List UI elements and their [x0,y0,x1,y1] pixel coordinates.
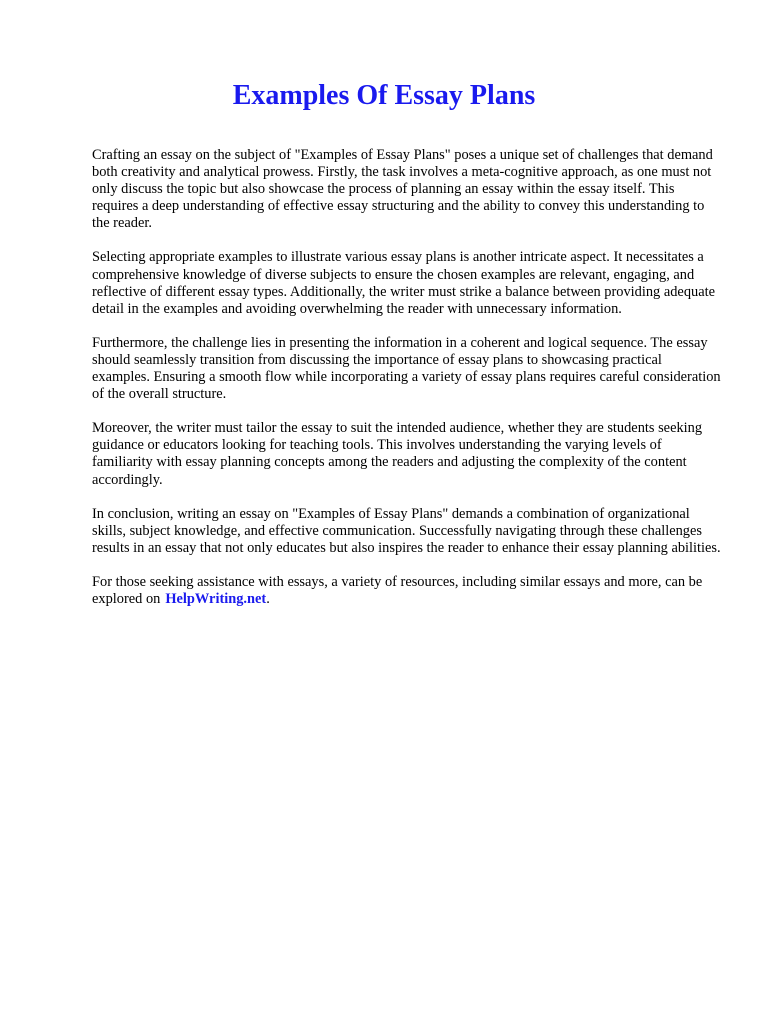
closing-suffix: . [266,590,270,607]
paragraph-2: Selecting appropriate examples to illustrate various essay plans is another intricate aspect. It necessitates a comprehensive knowledge of diverse subjects to ensure the chosen examples are relevant, engaging, and reflective of different essay types. Additionally, the writer must strike a balance between providing adequate detail in the examples and avoiding overwhelming the reader with unnecessary information. [92,249,715,317]
page-title: Examples Of Essay Plans [232,80,536,111]
paragraph-4: Moreover, the writer must tailor the essay to suit the intended audience, whether they are students seeking guidance or educators looking for teaching tools. This involves understanding the varying levels of familiarity with essay planning concepts among the readers and adjusting the complexity of the content accordingly. [92,420,703,488]
paragraph-3: Furthermore, the challenge lies in presenting the information in a coherent and logical sequence. The essay should seamlessly transition from discussing the importance of essay plans to showcasing practical examples. Ensuring a smooth flow while incorporating a variety of essay plans requires careful consideration of the overall structure. [92,334,721,403]
helpwriting-link[interactable]: HelpWriting.net [165,590,267,607]
document-body [92,147,722,625]
closing-text: For those seeking assistance with essays, a variety of resources, including similar essays and more, can be explored on [92,573,703,607]
paragraph-5: In conclusion, writing an essay on "Examples of Essay Plans" demands a combination of organizational skills, subject knowledge, and effective communication. Successfully navigating through these challenges results in an essay that not only educates but also inspires the reader to enhance their essay planning abilities. [92,505,721,556]
paragraph-1: Crafting an essay on the subject of "Examples of Essay Plans" poses a unique set of challenges that demand both creativity and analytical prowess. Firstly, the task involves a meta-cognitive approach, as one must not only discuss the topic but also showcase the process of planning an essay within the essay itself. This requires a deep understanding of effective essay structuring and the ability to convey this understanding to the reader. [92,147,713,232]
closing-paragraph [92,574,722,608]
